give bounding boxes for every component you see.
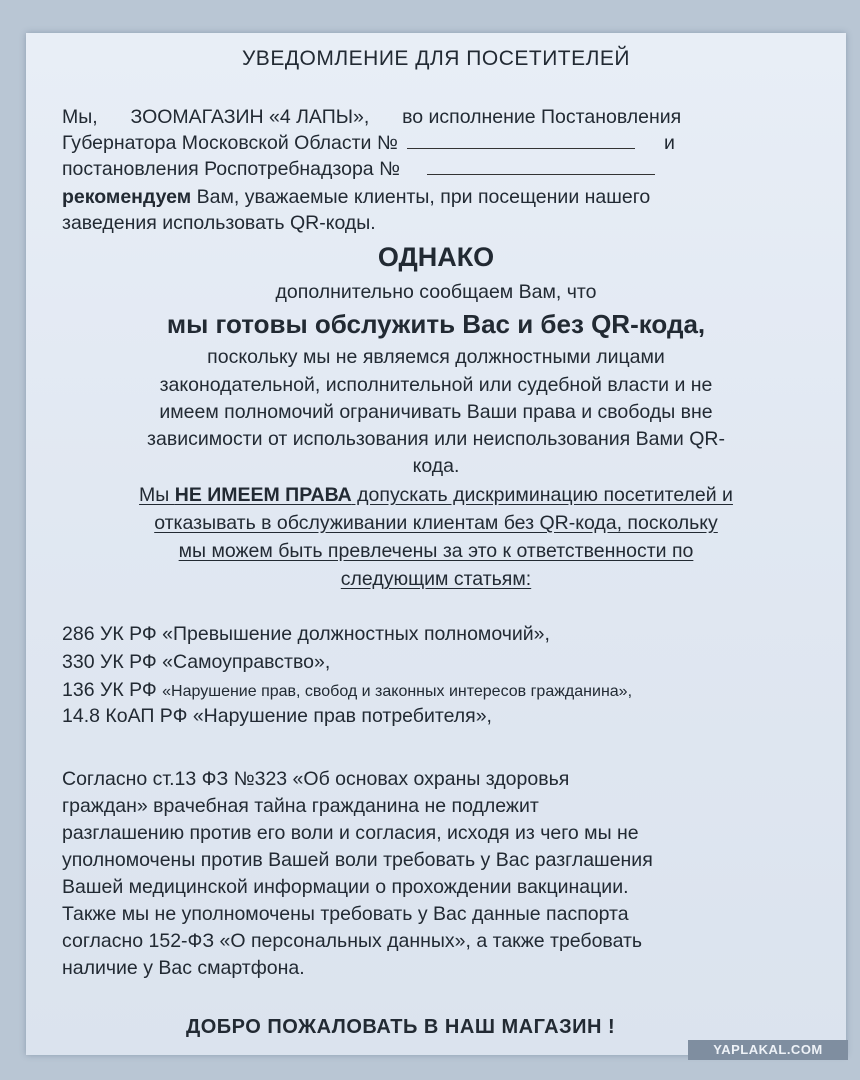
- welcome-footer: ДОБРО ПОЖАЛОВАТЬ В НАШ МАГАЗИН !: [186, 1016, 616, 1038]
- intro-governor-decree: Губернатора Московской Области №: [62, 132, 398, 154]
- recommend-word: рекомендуем: [62, 186, 192, 208]
- because-line-2: законодательной, исполнительной или судебной власти и не: [159, 374, 713, 396]
- intro-line-2: [62, 131, 675, 155]
- intro-recommend-rest: Вам, уважаемые клиенты, при посещении нашего: [191, 186, 651, 208]
- no-right-emphasis: НЕ ИМЕЕМ ПРАВА: [174, 484, 352, 506]
- notice-sheet: [26, 33, 846, 1055]
- intro-line-5: заведения использовать QR-коды.: [62, 212, 376, 234]
- medical-line-7: согласно 152-ФЗ «О персональных данных», а также требовать: [62, 930, 643, 952]
- medical-line-1: Согласно ст.13 ФЗ №323 «Об основах охраны здоровья: [62, 768, 570, 790]
- medical-line-8: наличие у Вас смартфона.: [62, 957, 305, 979]
- intro-line-1: [62, 105, 681, 129]
- medical-line-3: разглашению против его воли и согласия, исходя из чего мы не: [62, 822, 639, 844]
- ready-statement: мы готовы обслужить Вас и без QR-кода,: [166, 309, 706, 339]
- article-136: [62, 678, 632, 704]
- intro-line-3: [62, 157, 655, 181]
- article-330: 330 УК РФ «Самоуправство»,: [62, 651, 331, 673]
- rights-discrimination: допускать дискриминацию посетителей и: [351, 484, 733, 506]
- decree-number-blank-1: [407, 147, 635, 149]
- medical-line-2: граждан» врачебная тайна гражданина не подлежит: [62, 795, 539, 817]
- medical-line-6: Также мы не уполномочены требовать у Вас данные паспорта: [62, 903, 629, 925]
- article-136-number: 136 УК РФ: [62, 679, 163, 701]
- rights-line-4: следующим статьям:: [340, 568, 532, 590]
- intro-and: и: [664, 132, 675, 154]
- because-line-3: имеем полномочий ограничивать Ваши права и свободы вне: [159, 401, 713, 423]
- additionally-line: дополнительно сообщаем Вам, что: [275, 281, 597, 303]
- rights-line-1: [26, 483, 846, 507]
- because-line-4: зависимости от использования или неиспользования Вами QR-: [147, 428, 725, 450]
- because-line-5: кода.: [412, 455, 460, 477]
- intro-we: Мы,: [62, 106, 98, 128]
- rights-line-3: мы можем быть превлечены за это к ответственности по: [178, 540, 694, 562]
- rights-line-2: отказывать в обслуживании клиентам без QR-кода, поскольку: [154, 512, 718, 534]
- medical-line-5: Вашей медицинской информации о прохождении вакцинации.: [62, 876, 629, 898]
- intro-line-4: [62, 185, 650, 209]
- article-136-title: «Нарушение прав, свобод и законных интересов гражданина»,: [162, 683, 633, 700]
- notice-title: УВЕДОМЛЕНИЕ ДЛЯ ПОСЕТИТЕЛЕЙ: [241, 47, 631, 70]
- intro-decree: во исполнение Постановления: [402, 106, 682, 128]
- however-heading: ОДНАКО: [377, 242, 495, 272]
- article-286: 286 УК РФ «Превышение должностных полномочий»,: [62, 623, 550, 645]
- rights-we: Мы: [139, 484, 175, 506]
- intro-rospotreb-decree: постановления Роспотребнадзора №: [62, 158, 400, 180]
- because-line-1: поскольку мы не являемся должностными лицами: [207, 346, 665, 368]
- medical-line-4: уполномочены против Вашей воли требовать у Вас разглашения: [62, 849, 653, 871]
- decree-number-blank-2: [427, 173, 655, 175]
- article-14-8: 14.8 КоАП РФ «Нарушение прав потребителя»,: [62, 705, 492, 727]
- site-watermark: YAPLAKAL.COM: [688, 1040, 848, 1060]
- store-name: ЗООМАГАЗИН «4 ЛАПЫ»,: [130, 106, 370, 128]
